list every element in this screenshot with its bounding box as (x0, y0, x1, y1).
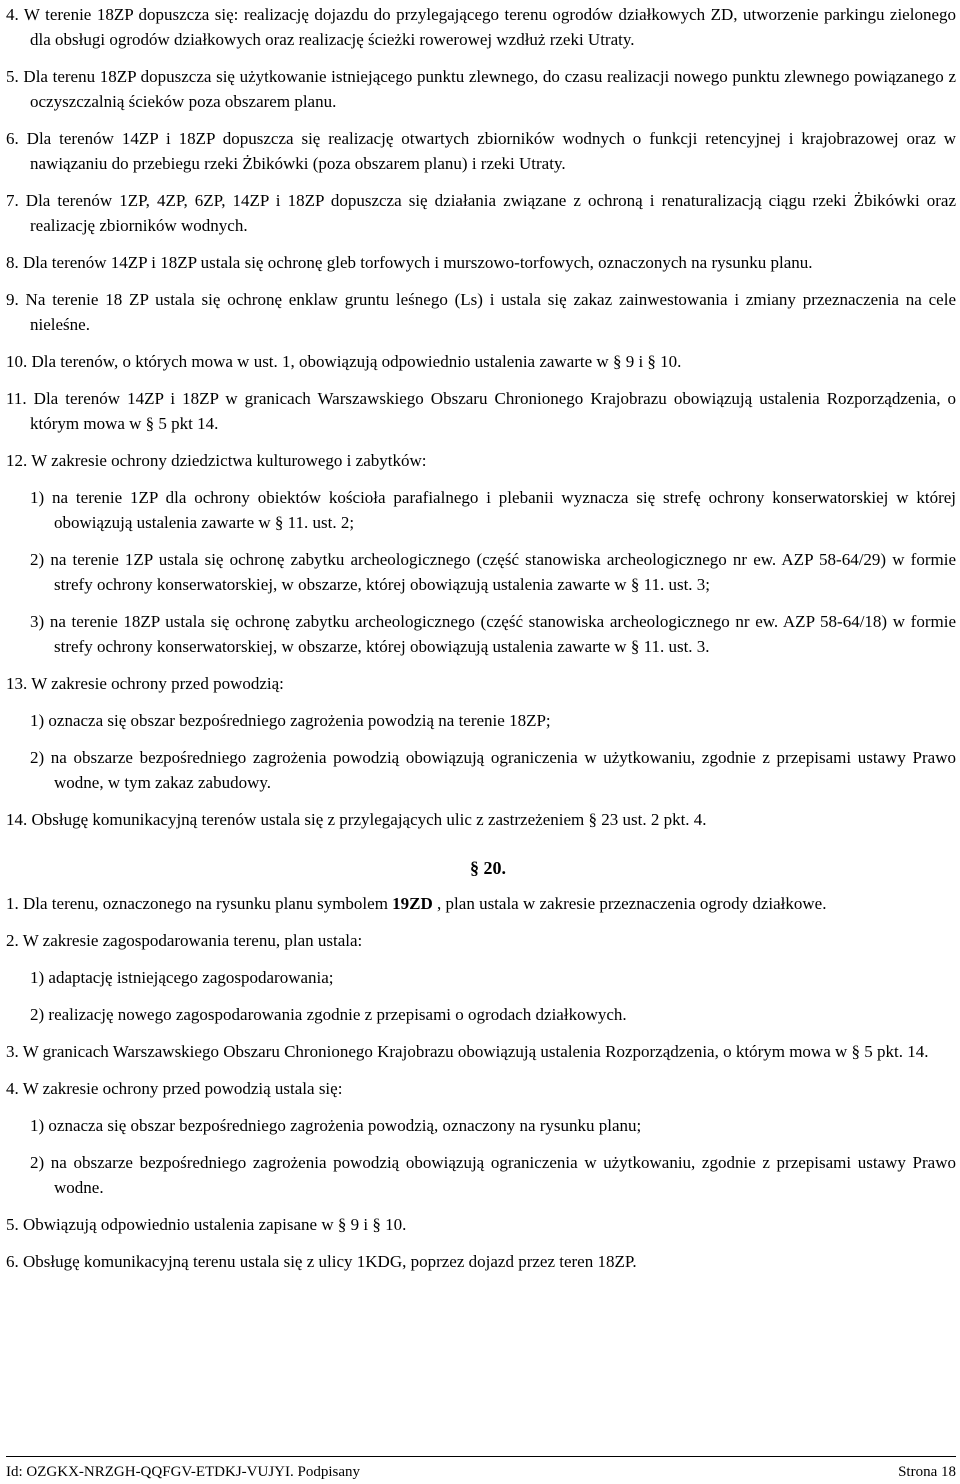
paragraph-4: 4. W terenie 18ZP dopuszcza się: realizację dojazdu do przylegającego terenu ogrodów działkowych ZD, utworzenie parkingu zielonego dla obsługi ogrodów działkowych oraz realizację ścieżki rowerowej wzdłuż rzeki Utraty. (6, 5, 956, 49)
paragraph-7: 7. Dla terenów 1ZP, 4ZP, 6ZP, 14ZP i 18ZP dopuszcza się działania związane z ochroną i renaturalizacją ciągu rzeki Żbikówki oraz realizację zbiorników wodnych. (6, 191, 956, 235)
paragraph-6: 6. Dla terenów 14ZP i 18ZP dopuszcza się realizację otwartych zbiorników wodnych o funkcji retencyjnej i krajobrazowej oraz w nawiązaniu do przebiegu rzeki Żbikówki (poza obszarem planu) i rzeki Utraty. (6, 129, 956, 173)
paragraph-13-point-1: 1) oznacza się obszar bezpośredniego zagrożenia powodzią na terenie 18ZP; (30, 711, 551, 730)
paragraph-9: 9. Na terenie 18 ZP ustala się ochronę enklaw gruntu leśnego (Ls) i ustala się zakaz zainwestowania i zmiany przeznaczenia na cele nieleśne. (6, 290, 956, 334)
s20-paragraph-1-text-start: 1. Dla terenu, oznaczonego na rysunku planu symbolem (6, 894, 393, 913)
s20-paragraph-6: 6. Obsługę komunikacyjną terenu ustala się z ulicy 1KDG, poprzez dojazd przez teren 18ZP. (6, 1252, 637, 1271)
paragraph-12-point-2: 2) na terenie 1ZP ustala się ochronę zabytku archeologicznego (część stanowiska archeologicznego nr ew. AZP 58-64/29) w formie strefy ochrony konserwatorskiej, w obszarze, której obowiązują ustalenia zawarte w § 11. ust. 3; (30, 550, 956, 594)
s20-paragraph-2-point-1: 1) adaptację istniejącego zagospodarowania; (30, 968, 334, 987)
paragraph-10: 10. Dla terenów, o których mowa w ust. 1, obowiązują odpowiednio ustalenia zawarte w § 9 i § 10. (6, 352, 682, 371)
s20-paragraph-1-text-end: , plan ustala w zakresie przeznaczenia ogrody działkowe. (432, 894, 827, 913)
s20-paragraph-4: 4. W zakresie ochrony przed powodzią ustala się: (6, 1079, 343, 1098)
paragraph-12-point-1: 1) na terenie 1ZP dla ochrony obiektów kościoła parafialnego i plebanii wyznacza się strefę ochrony konserwatorskiej w której obowiązują ustalenia zawarte w § 11. ust. 2; (30, 488, 956, 532)
paragraph-12: 12. W zakresie ochrony dziedzictwa kulturowego i zabytków: (6, 451, 427, 470)
s20-paragraph-4-point-2: 2) na obszarze bezpośredniego zagrożenia powodzią obowiązują ograniczenia w użytkowaniu, zgodnie z przepisami ustawy Prawo wodne. (30, 1153, 956, 1197)
document-id: Id: OZGKX-NRZGH-QQFGV-ETDKJ-VUJYI. Podpisany (6, 1464, 361, 1480)
paragraph-8: 8. Dla terenów 14ZP i 18ZP ustala się ochronę gleb torfowych i murszowo-torfowych, oznaczonych na rysunku planu. (6, 253, 813, 272)
page-footer (6, 1456, 956, 1481)
paragraph-5: 5. Dla terenu 18ZP dopuszcza się użytkowanie istniejącego punktu zlewnego, do czasu realizacji nowego punktu zlewnego powiązanego z oczyszczalnią ścieków poza obszarem planu. (6, 67, 956, 111)
paragraph-12-point-3: 3) na terenie 18ZP ustala się ochronę zabytku archeologicznego (część stanowiska archeologicznego nr ew. AZP 58-64/18) w formie strefy ochrony konserwatorskiej, w obszarze, której obowiązują ustalenia zawarte w § 11. ust. 3. (30, 612, 956, 656)
s20-paragraph-4-point-1: 1) oznacza się obszar bezpośredniego zagrożenia powodzią, oznaczony na rysunku planu; (30, 1116, 642, 1135)
s20-paragraph-1 (6, 891, 956, 916)
s20-paragraph-2: 2. W zakresie zagospodarowania terenu, plan ustala: (6, 931, 363, 950)
s20-paragraph-3: 3. W granicach Warszawskiego Obszaru Chronionego Krajobrazu obowiązują ustalenia Rozporządzenia, o którym mowa w § 5 pkt. 14. (6, 1042, 929, 1061)
paragraph-13-point-2: 2) na obszarze bezpośredniego zagrożenia powodzią obowiązują ograniczenia w użytkowaniu, zgodnie z przepisami ustawy Prawo wodne, w tym zakaz zabudowy. (30, 748, 956, 792)
s20-symbol: 19ZD (392, 894, 433, 913)
document-body (6, 0, 956, 1286)
s20-paragraph-2-point-2: 2) realizację nowego zagospodarowania zgodnie z przepisami o ogrodach działkowych. (30, 1005, 627, 1024)
s20-paragraph-5: 5. Obwiązują odpowiednio ustalenia zapisane w § 9 i § 10. (6, 1215, 407, 1234)
section-number: § 20. (470, 858, 506, 878)
page-number: Strona 18 (898, 1464, 956, 1480)
paragraph-11: 11. Dla terenów 14ZP i 18ZP w granicach Warszawskiego Obszaru Chronionego Krajobrazu obowiązują ustalenia Rozporządzenia, o którym mowa w § 5 pkt 14. (6, 389, 956, 433)
paragraph-14: 14. Obsługę komunikacyjną terenów ustala się z przylegających ulic z zastrzeżeniem § 23 ust. 2 pkt. 4. (6, 810, 707, 829)
paragraph-13: 13. W zakresie ochrony przed powodzią: (6, 674, 284, 693)
section-heading (6, 856, 956, 881)
